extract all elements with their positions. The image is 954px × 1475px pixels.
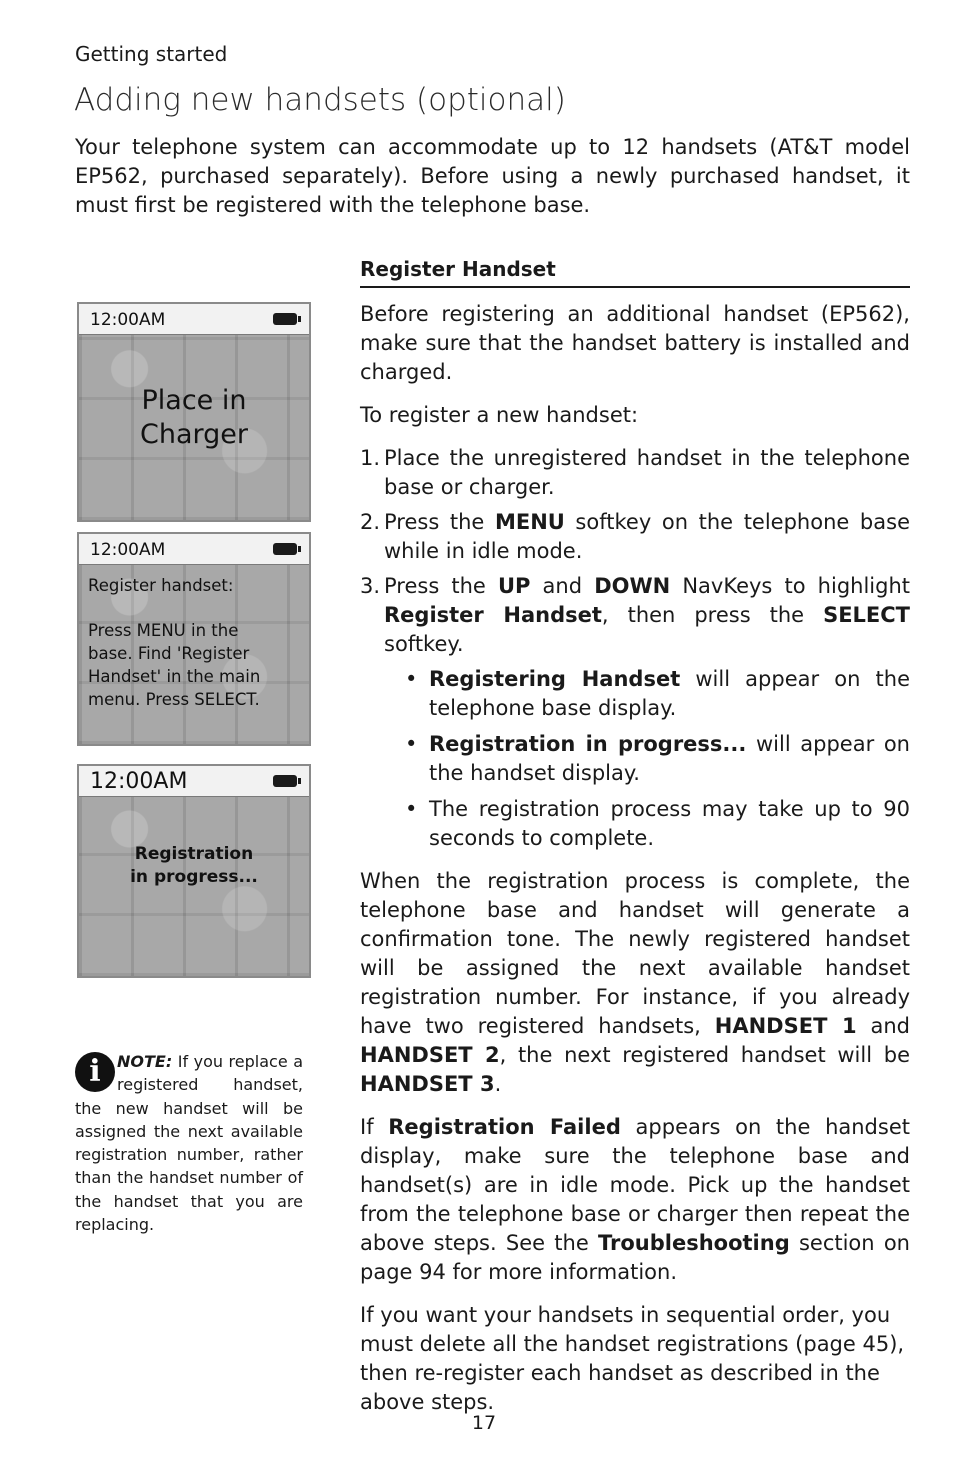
handset-screen-registration-progress <box>77 764 311 978</box>
intro-paragraph: Your telephone system can accommodate up to 12 handsets (AT&T model EP562, purchased separately). Before using a newly purchased handset, it must first be registered with the telephone base. <box>75 135 910 217</box>
step-text: softkey on the telephone base while in idle mode. <box>384 510 910 563</box>
step-number: 2. <box>360 510 381 534</box>
battery-icon <box>273 313 297 325</box>
keyword: Troubleshooting <box>597 1231 790 1255</box>
bullet-keyword: Registering Handset <box>429 667 681 691</box>
clock-time: 12:00AM <box>90 310 166 330</box>
register-section <box>360 255 910 1431</box>
screen-line: Press MENU in the <box>88 621 239 640</box>
note-text: If you replace a registered handset, the new handset will be assigned the next available registration number, rather than the handset number of the handset that you are replacing. <box>75 1052 303 1235</box>
text: . <box>494 1072 502 1096</box>
battery-icon <box>273 775 297 787</box>
bullet-item <box>405 730 910 788</box>
bullet-text: will appear on the handset display. <box>429 732 910 785</box>
steps-list <box>360 444 910 853</box>
keyword: HANDSET 2 <box>360 1043 500 1067</box>
battery-icon <box>273 543 297 555</box>
info-icon: i <box>75 1052 115 1092</box>
screen-message-line-2: in progress... <box>130 867 258 887</box>
bullet-keyword: Registration in progress... <box>429 732 747 756</box>
step-text: Press the <box>384 574 498 598</box>
step-number: 3. <box>360 574 381 598</box>
handset-screen-register-instructions <box>77 532 311 746</box>
step-text: NavKeys to highlight <box>670 574 911 598</box>
screen-line: base. Find 'Register <box>88 644 250 663</box>
step-item <box>360 444 910 502</box>
note-box <box>75 1050 303 1236</box>
screen-line: Handset' in the main <box>88 667 261 686</box>
clock-time: 12:00AM <box>90 540 166 560</box>
keyword: HANDSET 1 <box>714 1014 857 1038</box>
step-number: 1. <box>360 446 381 470</box>
screen-message-line-2: Charger <box>140 419 248 450</box>
step-text: softkey. <box>384 632 464 656</box>
step-keyword: DOWN <box>594 574 671 598</box>
bullet-text: The registration process may take up to 90 seconds to complete. <box>429 797 910 850</box>
register-heading: Register Handset <box>360 255 910 288</box>
page-title: Adding new handsets (optional) <box>74 82 566 118</box>
step-keyword: UP <box>497 574 531 598</box>
step-item <box>360 572 910 853</box>
bullet-item <box>405 795 910 853</box>
text: If <box>360 1115 389 1139</box>
step-text: Place the unregistered handset in the telephone base or charger. <box>384 446 910 499</box>
section-label: Getting started <box>75 42 228 66</box>
screen-heading: Register handset: <box>88 576 234 595</box>
handset-screen-place-in-charger <box>77 302 311 522</box>
bullet-list <box>384 665 910 853</box>
keyword: Registration Failed <box>388 1115 621 1139</box>
clock-time: 12:00AM <box>90 769 188 794</box>
screen-line: menu. Press SELECT. <box>88 690 260 709</box>
step-keyword: Register Handset <box>384 603 602 627</box>
text: , the next registered handset will be <box>499 1043 910 1067</box>
step-text: Press the <box>384 510 495 534</box>
status-bar <box>79 304 309 335</box>
status-bar <box>79 534 309 565</box>
text: and <box>856 1014 910 1038</box>
paragraph: Before registering an additional handset (EP562), make sure that the handset battery is installed and charged. <box>360 302 910 384</box>
screen-message <box>79 384 309 452</box>
step-keyword: MENU <box>494 510 565 534</box>
step-keyword: SELECT <box>823 603 911 627</box>
paragraph: To register a new handset: <box>360 403 639 427</box>
step-item <box>360 508 910 566</box>
screen-message <box>79 843 309 889</box>
paragraph: If you want your handsets in sequential order, you must delete all the handset registrations (page 45), then re-register each handset as described in the above steps. <box>360 1303 905 1414</box>
screen-message-line-1: Place in <box>141 385 247 416</box>
page-number: 17 <box>471 1412 497 1434</box>
screen-message-line-1: Registration <box>134 844 254 864</box>
step-text: and <box>530 574 595 598</box>
keyword: HANDSET 3 <box>360 1072 495 1096</box>
text: appears on the handset display, make sure the telephone base and handset(s) are in idle mode. Pick up the handset from the telephone base or charger then repeat the above steps. See the <box>360 1115 910 1255</box>
paragraph <box>360 1113 910 1287</box>
note-label: NOTE: <box>117 1052 173 1071</box>
text: When the registration process is complete, the telephone base and handset will generate a confirmation tone. The newly registered handset will be assigned the next available handset registration number. For instance, if you already have two registered handsets, <box>360 869 910 1038</box>
status-bar <box>79 766 309 797</box>
screen-text <box>88 574 260 711</box>
text: section on page 94 for more information. <box>360 1231 910 1284</box>
paragraph <box>360 867 910 1099</box>
step-text: , then press the <box>601 603 824 627</box>
bullet-item <box>405 665 910 723</box>
bullet-text: will appear on the telephone base display. <box>429 667 910 720</box>
